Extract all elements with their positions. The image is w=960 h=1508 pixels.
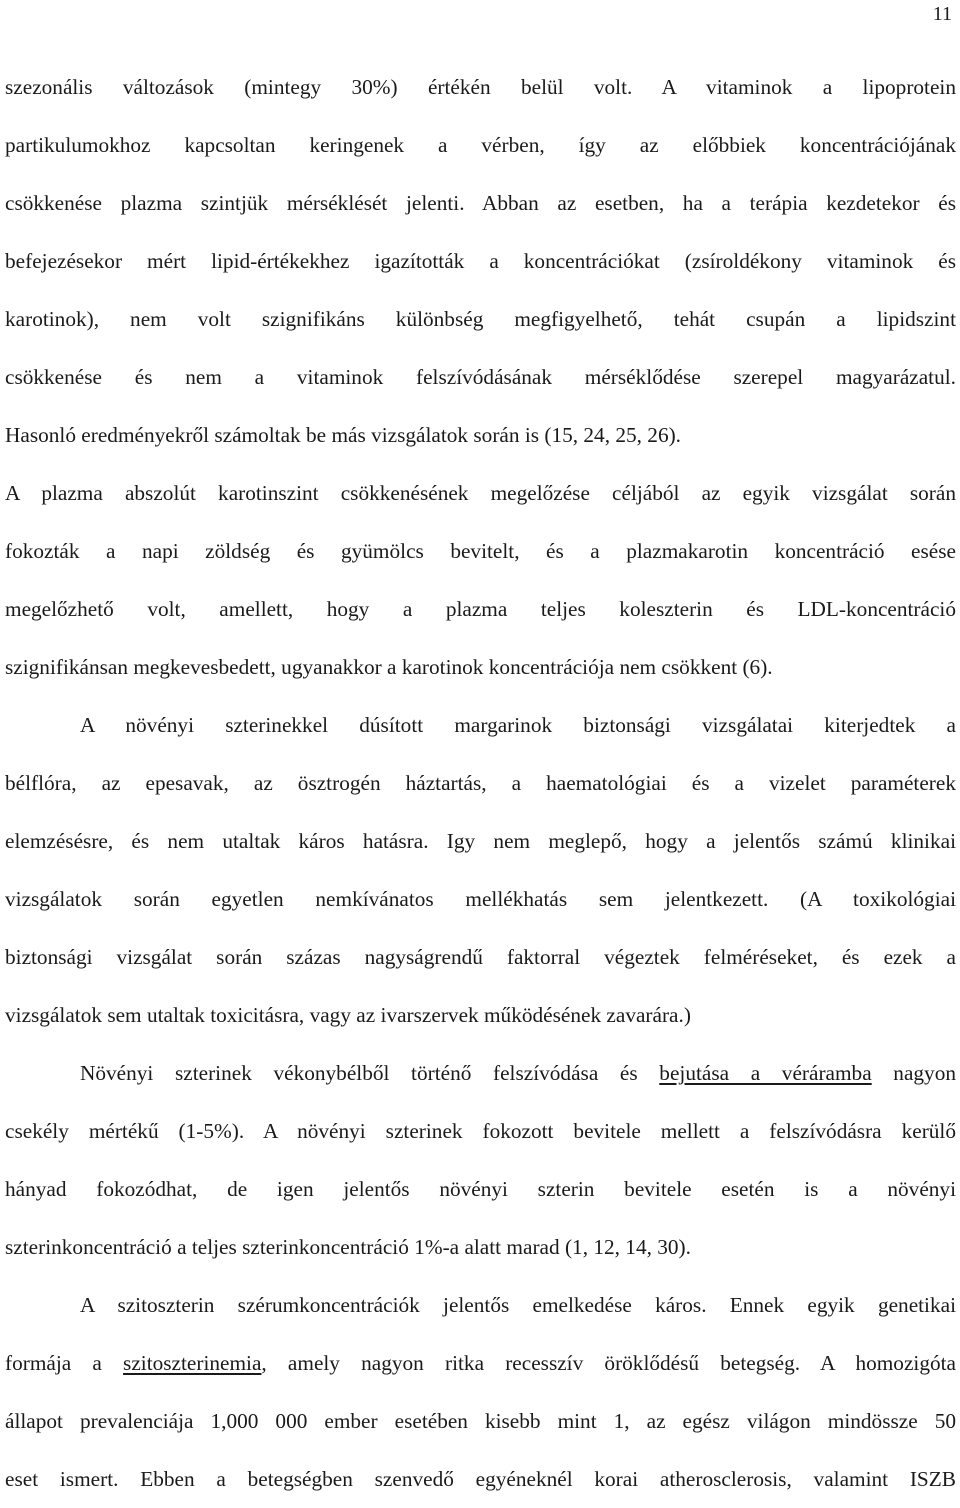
text-line: szezonális változások (mintegy 30%) értékén belül volt. A vitaminok a lipoprotein: [5, 75, 956, 99]
text-line: befejezésekor mért lipid-értékekhez igazították a koncentrációkat (zsíroldékony vitaminok és: [5, 249, 956, 273]
text-line: csökkenése plazma szintjük mérséklését jelenti. Abban az esetben, ha a terápia kezdetekor és: [5, 191, 956, 215]
text-run: Növényi szterinek vékonybélből történő felszívódása és: [80, 1061, 660, 1085]
text-line: [5, 1044, 956, 1102]
paragraph-absorption: [5, 1044, 956, 1276]
text-line: elemzésésre, és nem utaltak káros hatásra. Igy nem meglepő, hogy a jelentős számú klinikai: [5, 829, 956, 853]
text-line: állapot prevalenciája 1,000 000 ember esetében kisebb mint 1, az egész világon mindössze 50: [5, 1409, 956, 1433]
text-line: bélflóra, az epesavak, az ösztrogén háztartás, a haematológiai és a vizelet paraméterek: [5, 771, 956, 795]
text-line: A plazma abszolút karotinszint csökkenésének megelőzése céljából az egyik vizsgálat során: [5, 481, 956, 505]
underlined-phrase: bejutása a véráramba: [659, 1061, 872, 1085]
text-line: Hasonló eredményekről számoltak be más vizsgálatok során is (15, 24, 25, 26).: [5, 423, 682, 447]
text-line: csökkenése és nem a vitaminok felszívódásának mérséklődése szerepel magyarázatul.: [5, 365, 956, 389]
text-line: [5, 1334, 956, 1392]
text-line: A növényi szterinekkel dúsított margarinok biztonsági vizsgálatai kiterjedtek a: [80, 713, 956, 737]
text-line: partikulumokhoz kapcsoltan keringenek a vérben, így az előbbiek koncentrációjának: [5, 133, 956, 157]
text-line: biztonsági vizsgálat során százas nagyságrendű faktorral végeztek felméréseket, és ezek a: [5, 945, 956, 969]
text-line: szignifikánsan megkevesbedett, ugyanakkor a karotinok koncentrációja nem csökkent (6).: [5, 655, 773, 679]
paragraph-sitosterol: [5, 1276, 956, 1508]
text-line: vizsgálatok során egyetlen nemkívánatos mellékhatás sem jelentkezett. (A toxikológiai: [5, 887, 956, 911]
text-line: hányad fokozódhat, de igen jelentős növényi szterin bevitele esetén is a növényi: [5, 1177, 956, 1201]
page-number: 11: [932, 3, 952, 25]
text-line: eset ismert. Ebben a betegségben szenvedő egyéneknél korai atherosclerosis, valamint ISZB: [5, 1467, 956, 1491]
text-line: A szitoszterin szérumkoncentrációk jelentős emelkedése káros. Ennek egyik genetikai: [80, 1293, 956, 1317]
text-line: vizsgálatok sem utaltak toxicitásra, vagy az ivarszervek működésének zavarára.): [5, 1003, 691, 1027]
paragraph-safety: [5, 696, 956, 1044]
text-line: fokozták a napi zöldség és gyümölcs bevitelt, és a plazmakarotin koncentráció esése: [5, 539, 956, 563]
text-line: szterinkoncentráció a teljes szterinkoncentráció 1%-a alatt marad (1, 12, 14, 30).: [5, 1235, 691, 1259]
text-run: , amely nagyon ritka recesszív öröklődésű betegség. A homozigóta: [261, 1351, 956, 1375]
text-run: formája a: [5, 1351, 124, 1375]
text-line: megelőzhető volt, amellett, hogy a plazma teljes koleszterin és LDL-koncentráció: [5, 597, 956, 621]
paragraph-carotene: [5, 464, 956, 696]
document-body: [5, 58, 956, 1508]
text-run: nagyon: [871, 1061, 957, 1085]
paragraph-vitamins: [5, 58, 956, 464]
underlined-phrase: szitoszterinemia: [123, 1351, 262, 1375]
text-line: karotinok), nem volt szignifikáns különbség megfigyelhető, tehát csupán a lipidszint: [5, 307, 956, 331]
text-line: csekély mértékű (1-5%). A növényi szterinek fokozott bevitele mellett a felszívódásra kerülő: [5, 1119, 956, 1143]
